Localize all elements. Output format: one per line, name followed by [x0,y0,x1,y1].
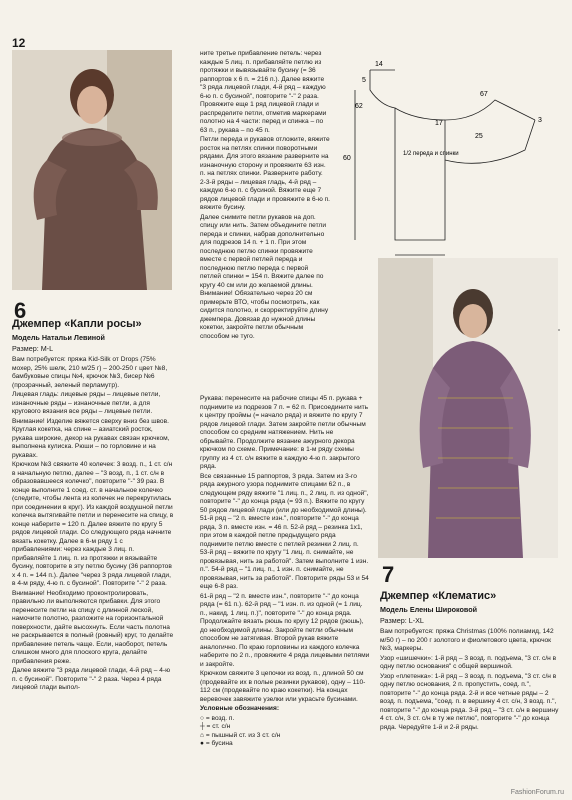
legend-item [200,740,370,749]
legend-item [200,732,370,741]
legend-label: = бусина [205,740,233,747]
diagram-label: 25 [475,133,483,140]
puff-stitch-icon: ⌂ [200,731,204,739]
diagram-label: 1/2 переда и спинки [403,151,459,157]
pattern-author-6: Модель Натальи Левиной [12,333,105,342]
bead-icon: ● [200,740,204,747]
paragraph: Лицевая гладь: лицевые ряды – лицевые петли, изнаночные ряды – изнаночные петли, а для кругового вязания все ряды – лицевые петли. [12,391,161,415]
paragraph: 61-й ряд – "2 п. вместе изн.", повторите "-" до конца ряда (= 61 п.). 62-й ряд – "1 изн. п. из одной (= 1 лиц. п., накид, 1 лиц. п.)", повторите "-" до конца ряда. Продолжайте вязать рюшь по кругу 12 рядов (рюшь), до необходимой длины. Закройте петли обычным способом не затягивая. Второй рукав вяжите аналогично. По краю горловины из каждого колечка наберите по 2 п., провяжите 4 ряда лицевыми петлями и закройте. [200,592,370,668]
paragraph: Вам потребуется: пряжа Christmas (100% полиамид, 142 м/50 г) – по 200 г золотого и фиолетового цвета, крючок №3, маркеры. [380,628,554,652]
pattern-number-6: 6 [14,298,27,323]
paragraph: Внимание! Необходимо проконтролировать, правильно ли выполняются прибавки. Для этого перенесите петли на спицу с длинной леской, намочите полотно, разложите на горизонтальной поверхности, дайте высохнуть. Если часть полотна не раскрывается в полный (ровный) круг, то делайте прибавление петель чаще. Если, наоборот, петель слишком много для плоского круга, делайте прибавления реже. [12,589,174,665]
double-crochet-icon: ┼ [200,723,205,730]
pattern-title-7: Джемпер «Клематис» [380,590,497,602]
paragraph: Крючком свяжите 3 цепочки из возд. п., длиной 50 см (продевайте их в полые резинки рукавов), одну – 110-112 см (продевайте по краю кокетки). На концах веревочек завяжите узелки или украсьте бусинами. [200,670,366,703]
paragraph: Узор «шишечки»: 1-й ряд – 3 возд. п. подъема, "3 ст. с/н в одну петлю основания" с общей вершиной. [380,654,557,670]
model-photo-7 [378,258,558,558]
diagram-label: 67 [480,91,488,98]
paragraph: Крючком №3 свяжите 40 колечек: 3 возд. п., 1 ст. с/н в начальную петлю, далее – "3 возд. п., 1 ст. с/н в образовавшееся колечко", повторите "-" 39 раз. В конце выполните 1 соед. ст. в начальное колечко (следите, чтобы лента из колечек не перекрутилась при соединении в круг). Из каждой воздушной петли колечка вытягивайте петли и перенесите на спицу, в конце наберите = 120 п. Далее вяжите по кругу 5 рядов лицевой глади. Со следующего ряда начните вязать кокетку. Далее в 6-м ряду 1 с прибавлениями: через каждые 3 лиц. п. прибавляйте 1 лиц. п. из протяжки и вязывайте бусину, повторите в эту петлю бусину (36 раппортов х 4 п. = 144 п.). Далее "через 3 ряда лицевой глади, в 4-м ряду, 4-ю п. с бусиной". Повторите "-" 2 раза. [12,461,174,587]
pattern-7-text [380,628,560,733]
legend-item [200,723,370,732]
paragraph: Далее вяжите "3 ряда лицевой глади, 4-й ряд – 4-ю п. с бусиной". Повторите "-" 2 раза. Через 4 ряда лицевой глади выпол- [12,667,171,691]
paragraph: Петли переда и рукавов отложите, вяжите росток на петлях спинки поворотными рядами. Для этого вязание разверните на изнаночную сторону и провяжите 63 изн. п. на петлях спинки. Разверните работу. 2-3-й ряды – лицевая гладь, 4-й ряд – каждую 6-ю п. с бусиной. Вяжите еще 7 рядов лицевой глади и провяжите в 6-ю п. вяжите бусину. [200,136,330,211]
pattern-author-7: Модель Елены Широковой [380,605,478,614]
paragraph: ните третье прибавление петель: через каждые 5 лиц. п. прибавляйте петлю из протяжки и вывязывайте бусину (= 36 раппортов х 6 п. = 216 п.). Далее вяжите "3 ряда лицевой глади, 4-й ряд – каждую 6-ю п. с бусиной", повторите "-" 2 раза. Провяжите еще 1 ряд лицевой глади и распределите петли, отметив маркерами полотно на 4 части: перед и спинка – по 63 п., рукава – по 45 п. [200,50,327,134]
pattern-schematic [335,60,565,285]
legend-title: Условные обозначения: [200,705,280,712]
legend-label: = ст. с/н [206,723,231,730]
legend-item [200,715,370,724]
paragraph: Вам потребуется: пряжа Kid-Silk от Drops (75% мохер, 25% шелк, 210 м/25 г) – 200-250 г цвет №8, бамбуковые спицы №4, крючок №3, бисер №6 (прозрачный, зеленый перламутр). [12,356,168,389]
paragraph: Все связанные 15 раппортов, 3 ряда. Затем из 3-го ряда ажурного узора поднимите спицами 62 п., в следующем ряду вяжите "1 лиц. п., 2 лиц. п. из одной", повторите "-" до конца ряда (= 93 п.). Вяжите по кругу 50 рядов лицевой глади (или до необходимой длины). 51-й ряд – "2 п. вместе изн.", повторите "-" до конца ряда, 3 п. вместе изн. = 46 п. 52-й ряд – резинка 1х1, при этом в каждой петле предыдущего ряда поднимите петлю вместе с петлей резинки 2 лиц. п. 53-й ряд – вяжите по кругу "1 лиц. п. снимайте, не провязывая, нить за работой". Затем выполните 1 изн. п.". 54-й ряд – "1 лиц. п., 1 изн. п. снимайте, не провязывая, нить за работой". Повторите ряды 53 и 54 еще 6-8 раз. [200,472,369,590]
diagram-label: 14 [375,61,383,68]
pattern-6-text [12,356,174,694]
legend-label: = пышный ст. из 3 ст. с/н [205,731,281,739]
legend-label: = возд. п. [205,714,235,722]
pattern-6-continued-text [200,50,330,342]
air-loop-icon: ○ [200,714,204,722]
diagram-label: 3 [538,117,542,124]
diagram-label: 60 [343,155,351,162]
diagram-label: 62 [355,103,363,110]
diagram-label: 5 [362,77,366,84]
paragraph: Узор «плетенка»: 1-й ряд – 3 возд. п. подъема, "3 ст. с/н в одну петлю основания, 2 п. пропустить, соед. п.", повторите "-" до конца ряда. 2-й и все четные ряды – 2 возд. п. подъема, "соед. п. в вершину 4 ст. с/н, 3 возд. п.", повторите "-" до конца ряда. 3-й ряд – "3 ст. с/н в вершину 4 ст. с/н, 3 ст. с/н в ту же петлю", повторите "-" до конца ряда. Чередуйте 1-й и 2-й ряды. [380,672,559,731]
pattern-6-continued-text-2 [200,395,370,749]
diagram-label: 17 [435,120,443,127]
paragraph: Внимание! Изделие вяжется сверху вниз без швов. Круглая кокетка, на спине – азиатский росток, рукава широкие, декор на рукавах связан крючком, выполнена кулиска. Рюши – по горловине и на рукавах. [12,417,170,459]
pattern-number-7: 7 [382,562,395,587]
pattern-size-6: Размер: M-L [12,344,54,353]
paragraph: Далее снимите петли рукавов на доп. спицу или нить. Затем объедините петли переда и спинки, набрав дополнительно для подрезов 14 п. + 1 п. При этом последнюю петлю спинки провяжите вместе с первой петлей переда и последнюю петлю переда с первой петлей спинки = 154 п. Вяжите далее по кругу 40 см или до желаемой длины. Внимание! Обязательно через 20 см примерьте ВТО, чтобы посмотреть, как сидится полотно, и скорректируйте длину джемпера. Довязав до нужной длины кокетки, закройте петли обычным способом не туго. [200,213,329,340]
model-photo-6 [12,50,172,290]
paragraph: Рукава: перенесите на рабочие спицы 45 п. рукава + поднимите из подрезов 7 п. = 62 п. Присоедините нить к центру проймы (= начало ряда) и вяжите по кругу 7 рядов лицевой глади. Затем закройте петли обычным способом со средним натяжением. Нить не обрывайте. Продолжите вязание ажурного декора крючком по схеме. Примечание: в 1-м ряду схемы группу из 4 ст. с/н вяжите в каждую 4-ю п. закрытого ряда. [200,395,369,470]
page-number: 12 [12,36,26,50]
watermark: FashionForum.ru [510,789,564,796]
pattern-size-7: Размер: L-XL [380,616,424,625]
pattern-title-6: Джемпер «Капли росы» [12,318,142,330]
